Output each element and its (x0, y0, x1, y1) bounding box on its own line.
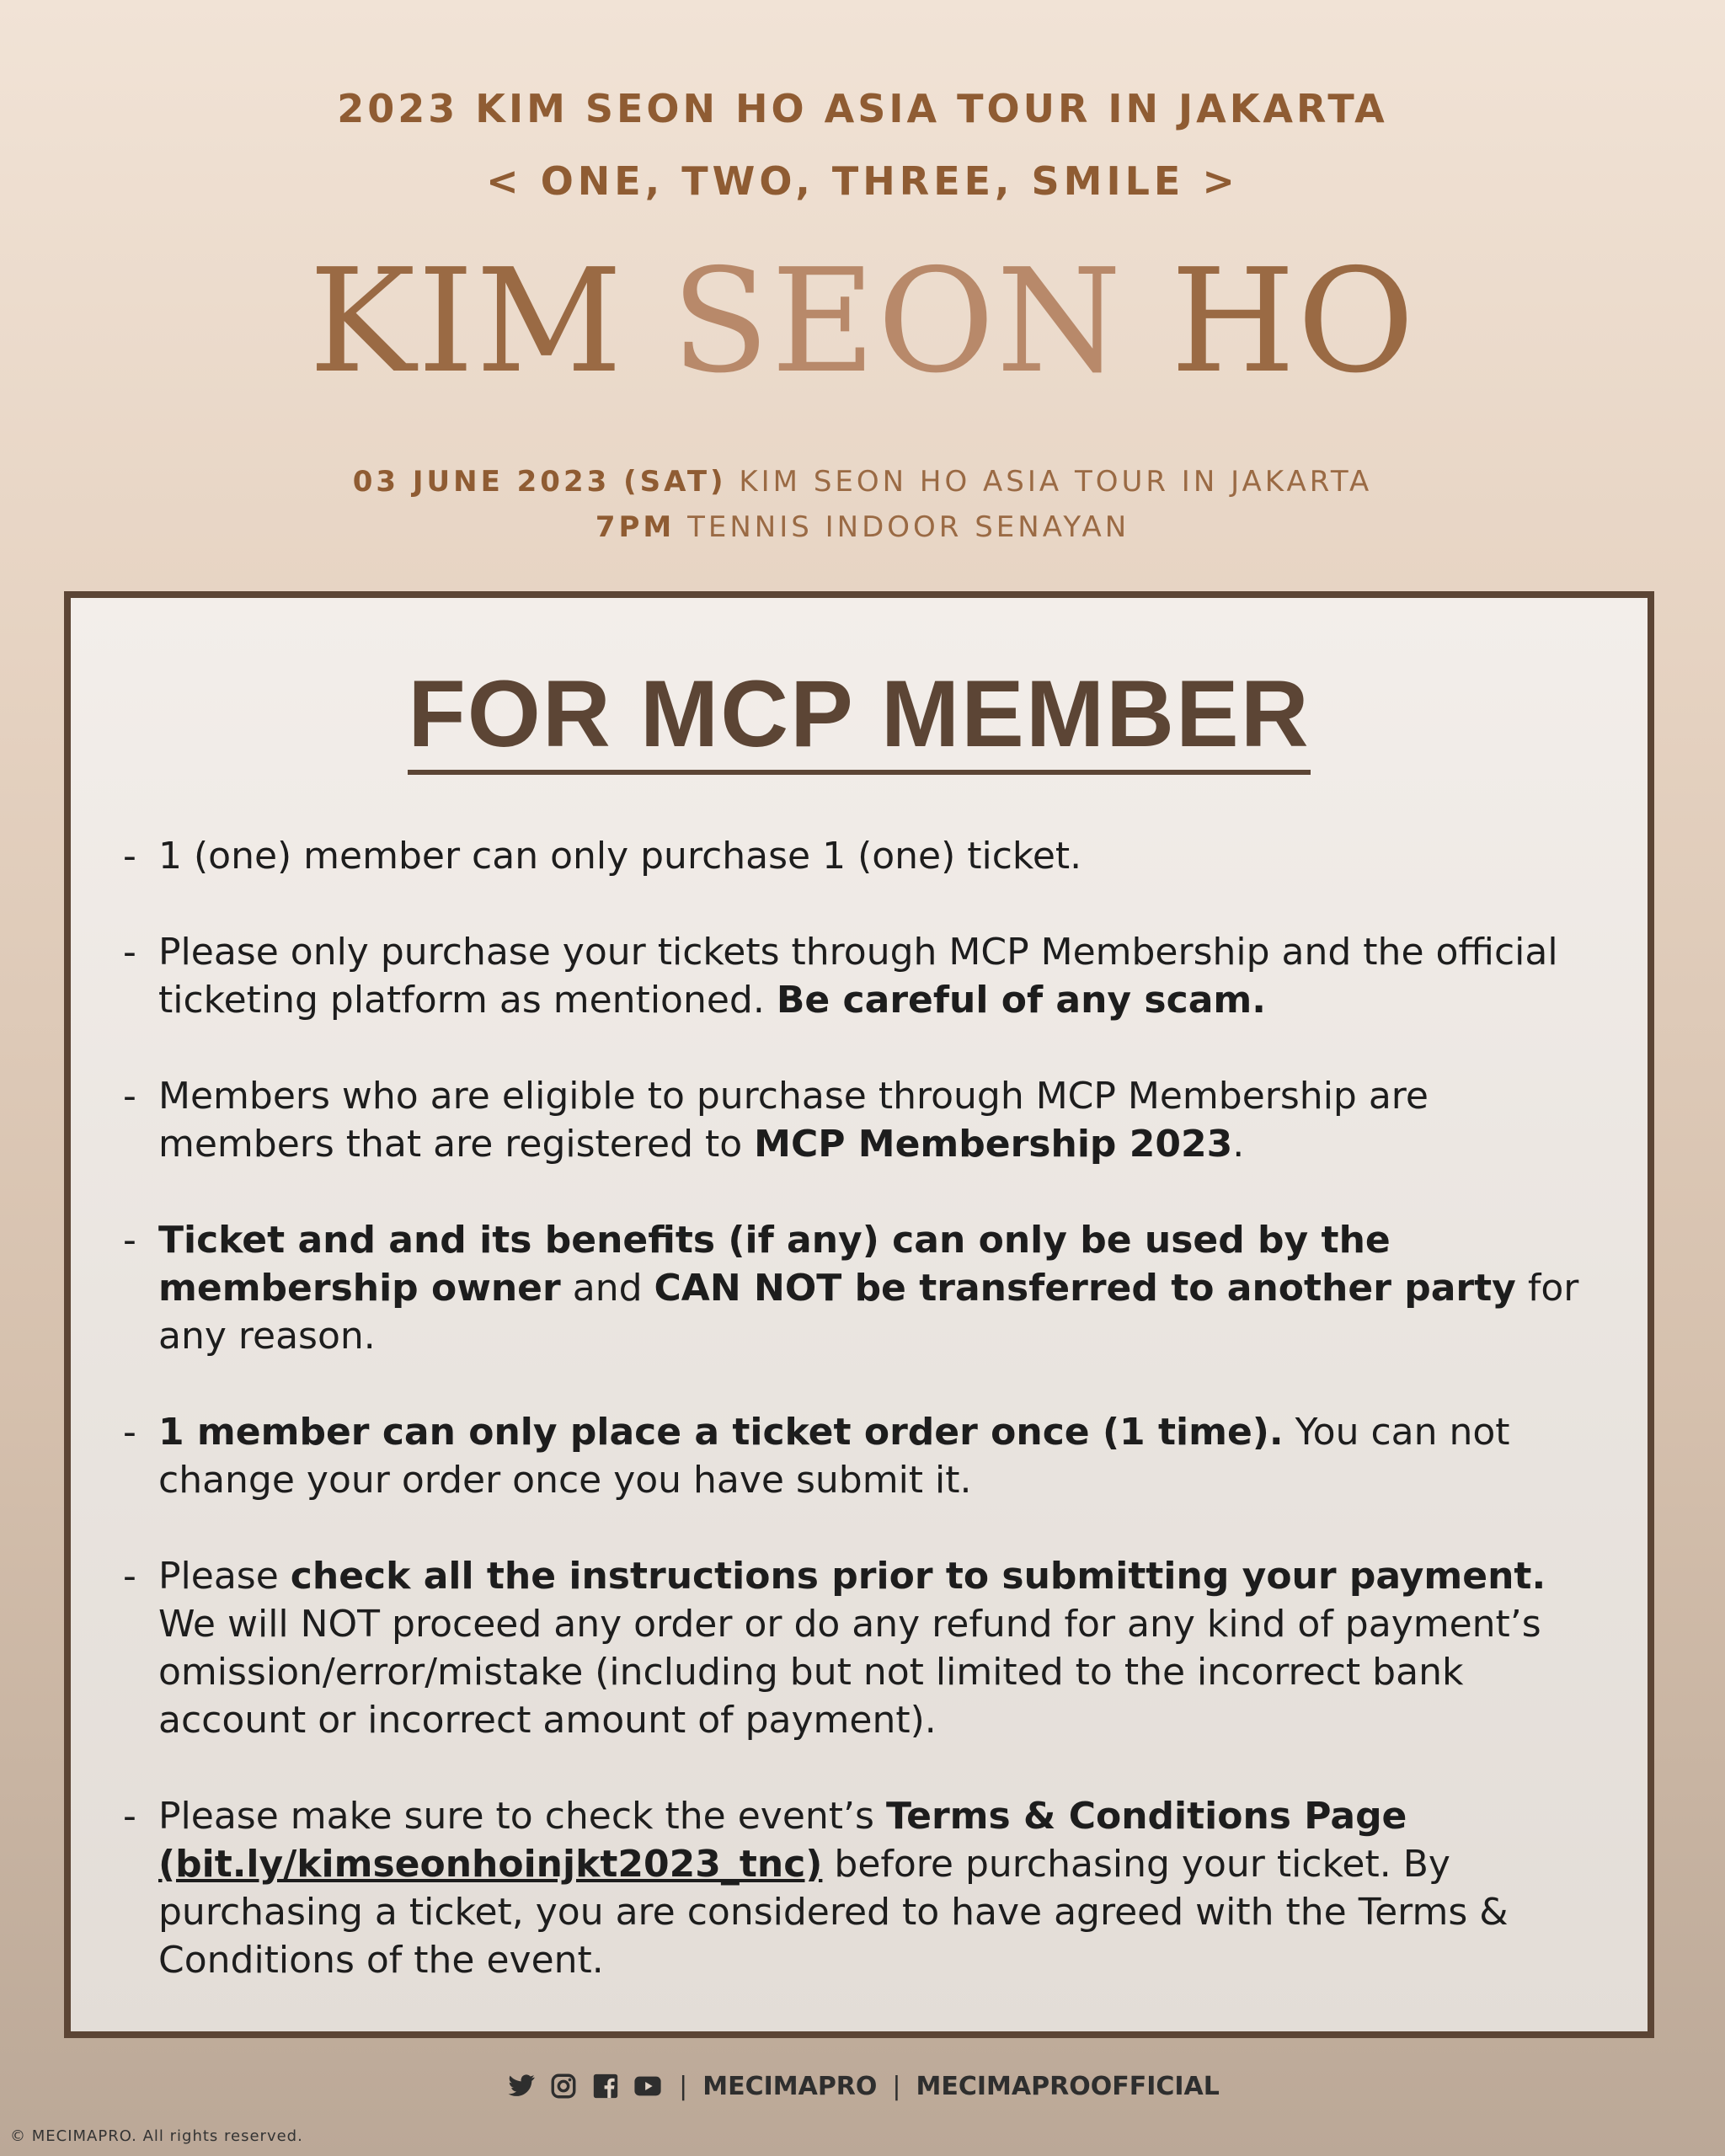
rule-item (121, 1216, 1604, 1360)
rule6-start: Please (158, 1555, 279, 1598)
footer-social (0, 2065, 1725, 2107)
facebook-icon[interactable] (590, 2072, 622, 2100)
rule2-bold: Be careful of any scam. (776, 979, 1266, 1022)
instagram-icon[interactable] (547, 2072, 579, 2100)
rule4-bold2: CAN NOT be transferred to another party (654, 1267, 1516, 1310)
twitter-icon[interactable] (505, 2072, 537, 2100)
rule6-text: We will NOT proceed any order or do any refund for any kind of payment’s omission/error/mistake (including but not limited to the incorrect bank account or incorrect amount of payment). (158, 1603, 1541, 1742)
rule1-text: 1 (one) member can only purchase 1 (one) ticket. (158, 835, 1082, 878)
event-time: 7PM (595, 510, 676, 544)
terms-link[interactable]: (bit.ly/kimseonhoinjkt2023_tnc) (158, 1843, 823, 1886)
rule4-end: for any reason. (158, 1267, 1579, 1358)
rule-item (121, 928, 1604, 1024)
copyright: © MECIMAPRO. All rights reserved. (10, 2127, 303, 2145)
rule4-mid: and (572, 1267, 643, 1310)
event-venue-line (0, 510, 1725, 544)
event-date-line (0, 465, 1725, 499)
artist-name-part1: KIM (308, 238, 624, 405)
rule3-end: . (1232, 1123, 1245, 1166)
tour-title: 2023 KIM SEON HO ASIA TOUR IN JAKARTA (337, 86, 1388, 131)
rule7-bold: Terms & Conditions Page (885, 1795, 1407, 1838)
event-date: 03 JUNE 2023 (SAT) (352, 465, 727, 499)
rule-item (121, 1552, 1604, 1744)
rule3-bold: MCP Membership 2023 (754, 1123, 1233, 1166)
footer-handle-2: MECIMAPROOFFICIAL (916, 2071, 1220, 2101)
youtube-icon[interactable] (632, 2072, 664, 2100)
notice-heading-text: FOR MCP MEMBER (408, 664, 1310, 775)
artist-name-part2: SEON (670, 238, 1124, 405)
rule-item (121, 1072, 1604, 1168)
notice-heading (71, 661, 1648, 775)
rule7-start: Please make sure to check the event’s (158, 1795, 874, 1838)
rule5-text: You can not change your order once you have submit it. (158, 1411, 1510, 1502)
rule4-bold1: Ticket and and its benefits (if any) can only be used by the membership owner (158, 1219, 1391, 1310)
footer-handle-1: MECIMAPRO (702, 2071, 878, 2101)
footer-separator: | (679, 2071, 688, 2101)
artist-name (0, 237, 1725, 406)
event-venue: TENNIS INDOOR SENAYAN (687, 510, 1130, 544)
rule2-text: Please only purchase your tickets through MCP Membership and the official ticketing platform as mentioned. (158, 931, 1558, 1022)
rules-list (121, 832, 1604, 2032)
rule7-end: before purchasing your ticket. By purchasing a ticket, you are considered to have agreed with the Terms & Conditions of the event. (158, 1843, 1509, 1982)
event-name: KIM SEON HO ASIA TOUR IN JAKARTA (739, 465, 1373, 499)
rule6-bold: check all the instructions prior to submitting your payment. (290, 1555, 1546, 1598)
rule-item (121, 1792, 1604, 1984)
notice-box (64, 591, 1654, 2038)
rule3-text: Members who are eligible to purchase through MCP Membership are members that are registered to (158, 1075, 1429, 1166)
tour-subtitle: < ONE, TWO, THREE, SMILE > (486, 158, 1239, 204)
footer-separator: | (892, 2071, 901, 2101)
rule-item (121, 1408, 1604, 1504)
rule5-bold: 1 member can only place a ticket order once (1 time). (158, 1411, 1284, 1454)
rule-item (121, 832, 1604, 880)
artist-name-part3: HO (1170, 238, 1417, 405)
